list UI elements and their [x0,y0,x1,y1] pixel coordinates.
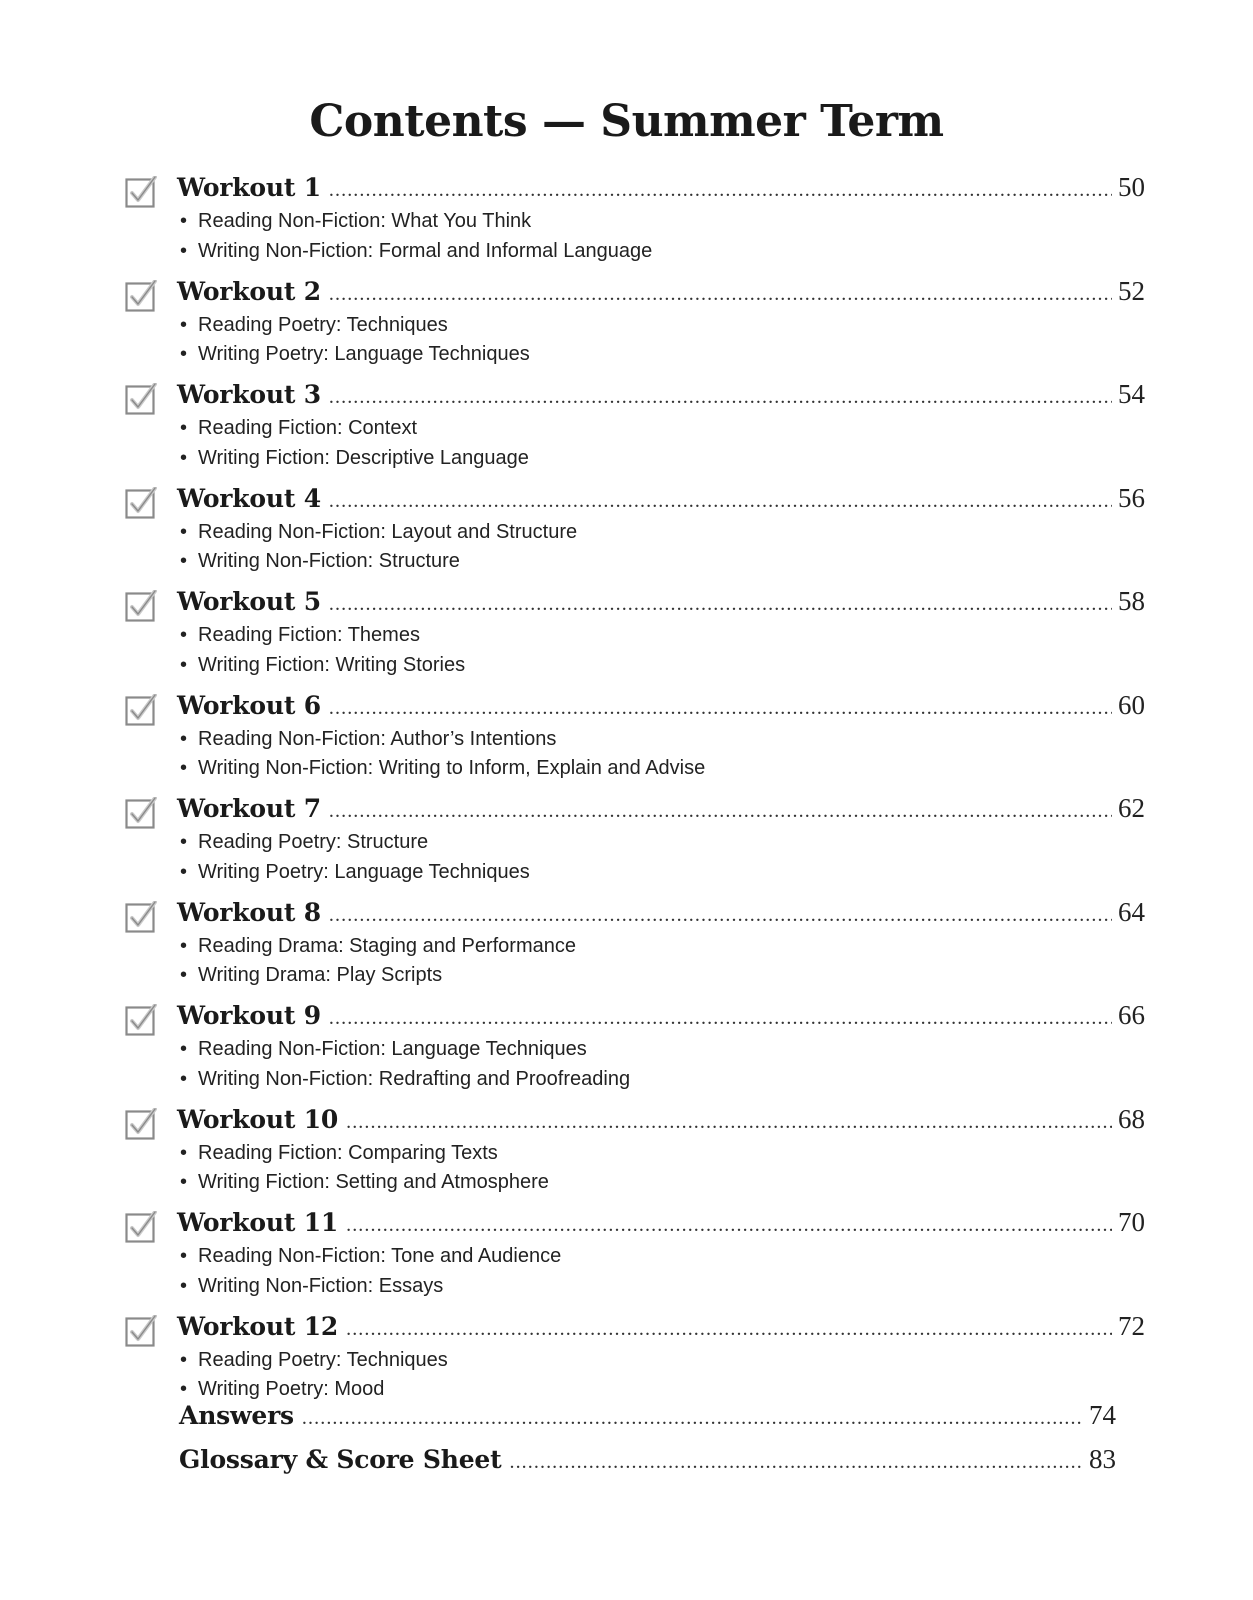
topic-list [180,1242,561,1301]
topic-text: Writing Non-Fiction: Writing to Inform, Explain and Advise [198,757,706,779]
topic-text: Writing Fiction: Setting and Atmosphere [198,1171,549,1193]
bullet: • [180,520,188,543]
topic-item [180,1272,561,1302]
page-number: 74 [1089,1400,1116,1430]
bullet: • [180,1348,188,1371]
topic-list [180,414,529,473]
topic-text: Reading Fiction: Comparing Texts [198,1141,498,1164]
dot-leader [329,1007,1112,1030]
dot-leader [302,1407,1083,1430]
topic-text: Writing Poetry: Language Techniques [198,860,530,883]
dot-leader [329,179,1112,202]
checkbox-checkmark-icon[interactable] [125,487,157,519]
topic-item [180,1035,630,1065]
workout-title: Workout 5 [177,587,321,616]
toc-entry-workout[interactable] [125,897,1145,1001]
entry-title: Answers [179,1401,294,1430]
bullet: • [180,210,188,232]
workout-title: Workout 2 [177,276,321,306]
page-number: 50 [1118,172,1145,202]
checkbox-checkmark-icon[interactable] [125,1315,157,1347]
page-number: 62 [1118,793,1145,823]
topic-item [180,311,530,341]
checkbox-checkmark-icon[interactable] [125,901,157,933]
bullet: • [180,1141,188,1164]
workout-title: Workout 7 [177,794,321,823]
toc-entry-workout[interactable] [125,1000,1145,1104]
topic-text: Writing Drama: Play Scripts [198,964,443,986]
page-number: 58 [1118,586,1145,616]
topic-item [180,651,465,681]
dot-leader [329,593,1112,616]
topic-text: Reading Fiction: Themes [198,624,420,646]
topic-item [180,1168,549,1198]
dot-leader [329,490,1112,513]
bullet: • [180,1171,188,1193]
checkbox-checkmark-icon[interactable] [125,176,157,208]
checkbox-checkmark-icon[interactable] [125,694,157,726]
workout-title: Workout 6 [177,690,321,720]
dot-leader [346,1111,1112,1134]
topic-text: Writing Poetry: Mood [198,1378,385,1400]
topic-item [180,932,576,962]
topic-item [180,340,530,370]
page-number: 54 [1118,379,1145,409]
checkbox-checkmark-icon[interactable] [125,1004,157,1036]
topic-list [180,725,705,784]
topic-item [180,547,577,577]
checkbox-checkmark-icon[interactable] [125,280,157,312]
workout-title: Workout 8 [177,897,321,927]
topic-item [180,444,529,474]
topic-text: Reading Non-Fiction: What You Think [198,210,532,232]
toc-entry-workout[interactable] [125,1104,1145,1208]
entry-heading [177,690,1145,730]
bullet: • [180,239,188,262]
topic-list [180,518,577,577]
toc-entry-workout[interactable] [125,586,1145,690]
topic-item [180,621,465,651]
toc-entry-workout[interactable] [125,379,1145,483]
workout-title: Workout 9 [177,1001,321,1030]
topic-text: Reading Drama: Staging and Performance [198,934,576,957]
toc-entry-workout[interactable] [125,483,1145,587]
toc-entry-workout[interactable] [125,276,1145,380]
workout-title: Workout 12 [177,1311,339,1341]
checkbox-checkmark-icon[interactable] [125,590,157,622]
bullet: • [180,653,188,676]
topic-list [180,207,652,266]
toc-entry-workout[interactable] [125,690,1145,794]
bullet: • [180,860,188,883]
page-title: Contents — Summer Term [309,96,944,147]
bullet: • [180,757,188,779]
page-number: 52 [1118,275,1145,306]
entry-heading [177,276,1145,316]
bullet: • [180,964,188,986]
topic-item [180,1065,630,1095]
topic-item [180,754,705,784]
checkbox-checkmark-icon[interactable] [125,1108,157,1140]
page-number: 64 [1118,896,1145,927]
dot-leader [346,1214,1112,1237]
topic-text: Reading Poetry: Structure [198,831,429,853]
topic-text: Reading Non-Fiction: Author’s Intentions [198,727,557,750]
topic-list [180,828,530,887]
topic-item [180,207,652,237]
page-number: 70 [1118,1207,1145,1237]
bullet: • [180,313,188,336]
topic-item [180,725,705,755]
topic-text: Writing Fiction: Writing Stories [198,653,466,676]
toc-entry-workout[interactable] [125,1207,1145,1311]
topic-text: Writing Non-Fiction: Structure [198,550,460,572]
checkbox-checkmark-icon[interactable] [125,1211,157,1243]
bullet: • [180,1245,188,1267]
page-number: 72 [1118,1310,1145,1341]
workout-title: Workout 3 [177,380,321,409]
page-number: 68 [1118,1103,1145,1134]
contents-list [125,172,1145,1414]
entry-heading [177,172,1145,212]
topic-item [180,1242,561,1272]
workout-title: Workout 1 [177,173,321,202]
topic-list [180,932,576,991]
topic-list [180,1139,549,1198]
dot-leader [329,697,1112,720]
checkbox-checkmark-icon[interactable] [125,797,157,829]
topic-text: Writing Poetry: Language Techniques [198,343,530,365]
topic-list [180,1035,630,1094]
topic-list [180,621,465,680]
bullet: • [180,624,188,646]
dot-leader [329,904,1112,927]
bullet: • [180,1067,188,1090]
topic-item [180,414,529,444]
entry-heading [177,1000,1145,1040]
entry-heading [177,1311,1145,1351]
entry-heading [177,897,1145,937]
topic-text: Reading Non-Fiction: Tone and Audience [198,1245,562,1267]
bullet: • [180,446,188,469]
entry-heading [177,1104,1145,1144]
page-number: 56 [1118,482,1145,513]
entry-heading [177,379,1145,419]
topic-text: Reading Non-Fiction: Layout and Structure [198,520,578,543]
topic-text: Reading Poetry: Techniques [198,1348,448,1371]
page-number: 60 [1118,689,1145,720]
bullet: • [180,1378,188,1400]
dot-leader [329,800,1112,823]
topic-item [180,858,530,888]
checkbox-checkmark-icon[interactable] [125,383,157,415]
workout-title: Workout 11 [177,1208,339,1237]
topic-text: Reading Poetry: Techniques [198,313,448,336]
topic-item [180,1139,549,1169]
topic-text: Writing Fiction: Descriptive Language [198,446,529,469]
entry-heading [177,1207,1145,1247]
bullet: • [180,831,188,853]
topic-list [180,311,530,370]
bullet: • [180,550,188,572]
entry-heading [177,586,1145,626]
topic-item [180,961,576,991]
entry-heading [177,483,1145,523]
dot-leader [509,1451,1083,1474]
topic-text: Reading Non-Fiction: Language Techniques [198,1038,587,1060]
bullet: • [180,934,188,957]
toc-entry-workout[interactable] [125,172,1145,276]
bullet: • [180,417,188,439]
workout-title: Workout 4 [177,483,321,513]
topic-text: Writing Non-Fiction: Essays [198,1274,444,1297]
page-number: 83 [1089,1444,1116,1474]
dot-leader [329,283,1112,306]
workout-title: Workout 10 [177,1104,339,1134]
topic-item [180,237,652,267]
entry-title: Glossary & Score Sheet [179,1445,502,1474]
bullet: • [180,1038,188,1060]
topic-text: Reading Fiction: Context [198,417,418,439]
bullet: • [180,1274,188,1297]
entry-heading [177,793,1145,833]
bullet: • [180,343,188,365]
topic-item [180,1346,448,1376]
page-number: 66 [1118,1000,1145,1030]
topic-item [180,518,577,548]
topic-text: Writing Non-Fiction: Redrafting and Proofreading [198,1067,631,1090]
topic-list [180,1346,448,1405]
bullet: • [180,727,188,750]
toc-entry-workout[interactable] [125,793,1145,897]
topic-text: Writing Non-Fiction: Formal and Informal Language [198,239,653,262]
dot-leader [329,386,1112,409]
toc-entry-workout[interactable] [125,1311,1145,1415]
topic-item [180,828,530,858]
dot-leader [346,1318,1112,1341]
